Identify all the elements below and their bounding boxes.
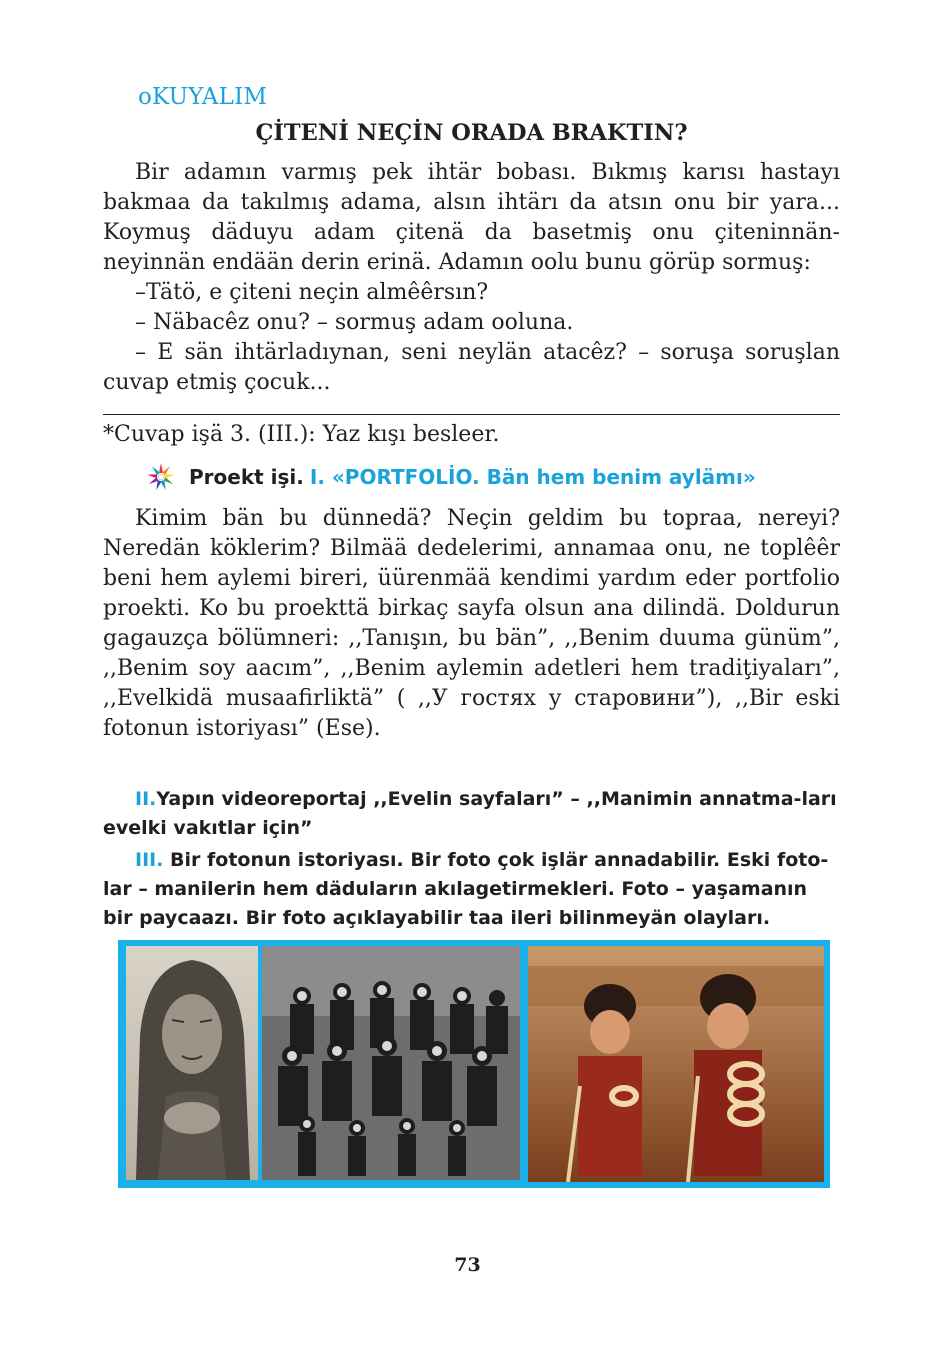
portfolio-paragraph: Kimim bän bu dünnedä? Neçin geldim bu topraa, nereyi? Neredän köklerim? Bilmää dedelerimi, annamaa onu, ne toplêêr beni hem aylemi bireri, üürenmää kendimi yardım eder portfolio proekti. Ko bu proekttä birkaç sayfa olsun ana dilindä. Doldurun gagauzça bölümneri: ,,Tanışın, bu bän”, ,,Benim duuma günüm”, ,,Benim soy aacım”, ,,Benim aylemin adetleri hem tradiţiyaları”, ,,Evelkidä musaafirliktä” ( ,,У гостях у старовини”), ,,Bir eski fotonun istoriyası” (Ese). [103,506,840,741]
answer-note: *Cuvap işä 3. (III.): Yaz kışı besleer. [103,422,500,447]
task-two-text [103,785,840,843]
project-title: I. «PORTFOLİO. Bän hem benim aylämı» [309,465,756,489]
task-two [103,785,840,843]
story-paragraph: – E sän ihtärladıynan, seni neylän atacêz? – soruşa soruşlan cuvap etmiş çocuk... [103,340,840,395]
colorful-star-icon [145,461,177,493]
two-boys-with-bagels [528,946,824,1182]
story-title: ÇİTENİ NEÇİN ORADA BRAKTIN? [255,120,688,146]
story-paragraph: Bir adamın varmış pek ihtär bobası. Bıkmış karısı hastayı bakmaa da takılmış adama, alsın ihtärı da atsın onu bir yara... Koymuş däduyu adam çitenä da basetmiş onu çiteninnän-neyinnän endään derin erinä. Adamın oolu bunu görüp sormuş: [103,160,840,275]
story-text [103,158,840,398]
story-paragraph: –Tätö, e çiteni neçin almêêrsın? [135,280,489,305]
divider [103,414,840,415]
portfolio-text [103,504,840,744]
task-three-text [103,846,840,933]
story-paragraph: – Näbacêz onu? – sormuş adam ooluna. [135,310,574,335]
task-three-number: III. [135,849,164,871]
old-woman-portrait [126,946,258,1180]
task-three-body: Bir fotonun istoriyası. Bir foto çok işlär annadabilir. Eski foto-lar – manilerin hem däduların akılagetirmekleri. Foto – yaşamanın bir paycaazı. Bir foto açıklayabilir taa ileri bilinmeyän olayları. [103,849,829,929]
task-three [103,846,840,933]
photo-strip [118,940,830,1188]
task-two-body: Yapın videoreportaj ,,Evelin sayfaları” – ,,Manimin annatma-ları evelki vakıtlar için” [103,788,837,839]
page-number: 73 [454,1254,481,1276]
family-group-photo [262,946,520,1180]
project-heading [145,461,756,493]
section-label: oKUYALIM [138,84,268,110]
task-two-number: II. [135,788,157,810]
project-label: Proekt işi. [189,465,304,489]
